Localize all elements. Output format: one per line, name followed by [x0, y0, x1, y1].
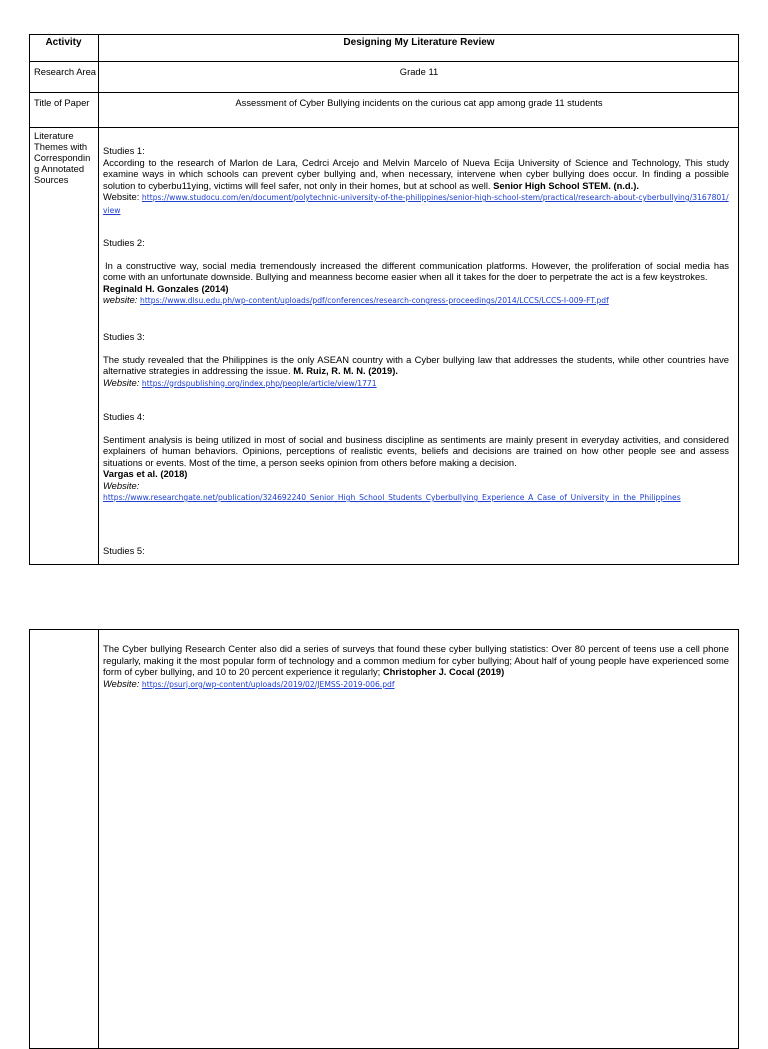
study-text: In a constructive way, social media tremendously increased the different communication platforms. However, the proliferation of social media has come with an unfortunate downside. Bullying and meanness become easier when all it takes for the doer to perpetrate the act is a few keystrokes.	[103, 259, 729, 282]
continuation-table	[29, 629, 739, 1049]
study-author: Senior High School STEM. (n.d.).	[493, 179, 639, 191]
study-heading: Studies 4:	[103, 411, 145, 422]
table2-column-divider	[98, 629, 99, 1049]
study-source-link[interactable]: https://www.studocu.com/en/document/polytechnic-university-of-the-philippines/senior-high-school-stem/practical/research-about-cyberbullying/3167801/view	[103, 193, 729, 215]
study-author: Vargas et al. (2018)	[103, 468, 188, 479]
study-heading: Studies 5:	[103, 545, 145, 556]
title-of-paper-value: Assessment of Cyber Bullying incidents on the curious cat app among grade 11 students	[235, 97, 603, 108]
document-title: Designing My Literature Review	[343, 37, 495, 48]
table1-column-divider	[98, 34, 99, 565]
study-author: Reginald H. Gonzales (2014)	[103, 282, 229, 294]
website-label: Website:	[103, 677, 140, 689]
table1-row-divider-2	[29, 92, 739, 93]
study-heading: Studies 1:	[103, 145, 145, 156]
research-area-label: Research Area	[34, 66, 97, 77]
study-text: Sentiment analysis is being utilized in most of social and business discipline as sentiments are mainly present in everyday activities, and considered explainers of human behaviors. Opinions, perceptions of realistic events, beliefs and decisions are trained on how other people see and assess situations or events. Most of the time, a person seeks opinion from others before making a decision.	[103, 433, 729, 468]
study-source-link[interactable]: https://www.researchgate.net/publication/324692240_Senior_High_School_Students_Cyberbullying_Experience_A_Case_of_University_in_the_Philippines	[103, 493, 681, 502]
study-author: Christopher J. Cocal (2019)	[382, 666, 505, 677]
study-heading: Studies 2:	[103, 237, 145, 248]
study-1	[103, 145, 729, 216]
study-text: The Cyber bullying Research Center also did a series of surveys that found these cyber bullying statistics: Over 80 percent of teens use a cell phone regularly, making it the most popular form of technology and a common medium for cyber bullying; About half of young people have experienced some form of cyber bullying, and 10 to 20 percent experience it regularly;	[103, 643, 729, 677]
activity-header: Activity	[45, 37, 82, 48]
study-source-link[interactable]: https://www.dlsu.edu.ph/wp-content/uploads/pdf/conferences/research-congress-proceedings/2014/LCCS/LCCS-I-009-FT.pdf	[140, 296, 609, 305]
website-label: Website:	[103, 376, 140, 388]
website-label: website:	[103, 294, 138, 305]
study-source-link[interactable]: https://psurj.org/wp-content/uploads/2019/02/JEMSS-2019-006.pdf	[141, 679, 395, 689]
study-author: M. Ruiz, R. M. N. (2019).	[293, 365, 398, 376]
website-label: Website:	[103, 191, 140, 202]
table1-row-divider-3	[29, 127, 739, 128]
study-source-link[interactable]: https://grdspublishing.org/index.php/people/article/view/1771	[141, 378, 377, 388]
study-5-content	[103, 643, 729, 690]
study-2	[103, 237, 729, 307]
study-4	[103, 411, 729, 504]
table1-row-divider-1	[29, 61, 739, 62]
title-of-paper-label: Title of Paper	[34, 97, 90, 108]
research-area-value: Grade 11	[399, 66, 439, 77]
literature-themes-label: Literature Themes with Correspondin g Annotated Sources	[34, 130, 91, 185]
study-text: According to the research of Marlon de Lara, Cedrci Arcejo and Melvin Marcelo of Nueva Ecija University of Science and Technology, This study examine ways in which schools can prevent cyber bullying and, when necessary, intervene when cyber bullying does occur. In finding a possible solution to cyberbu11ying, victims will feel safer, not only in their homes, but at school as well.	[103, 156, 729, 191]
study-text: The study revealed that the Philippines is the only ASEAN country with a Cyber bullying law that addresses the students, while other countries have alternative strategies in addressing the issue.	[103, 353, 729, 376]
study-3	[103, 331, 729, 389]
study-heading: Studies 3:	[103, 331, 145, 342]
website-label: Website:	[103, 479, 140, 491]
study-5	[103, 545, 729, 557]
